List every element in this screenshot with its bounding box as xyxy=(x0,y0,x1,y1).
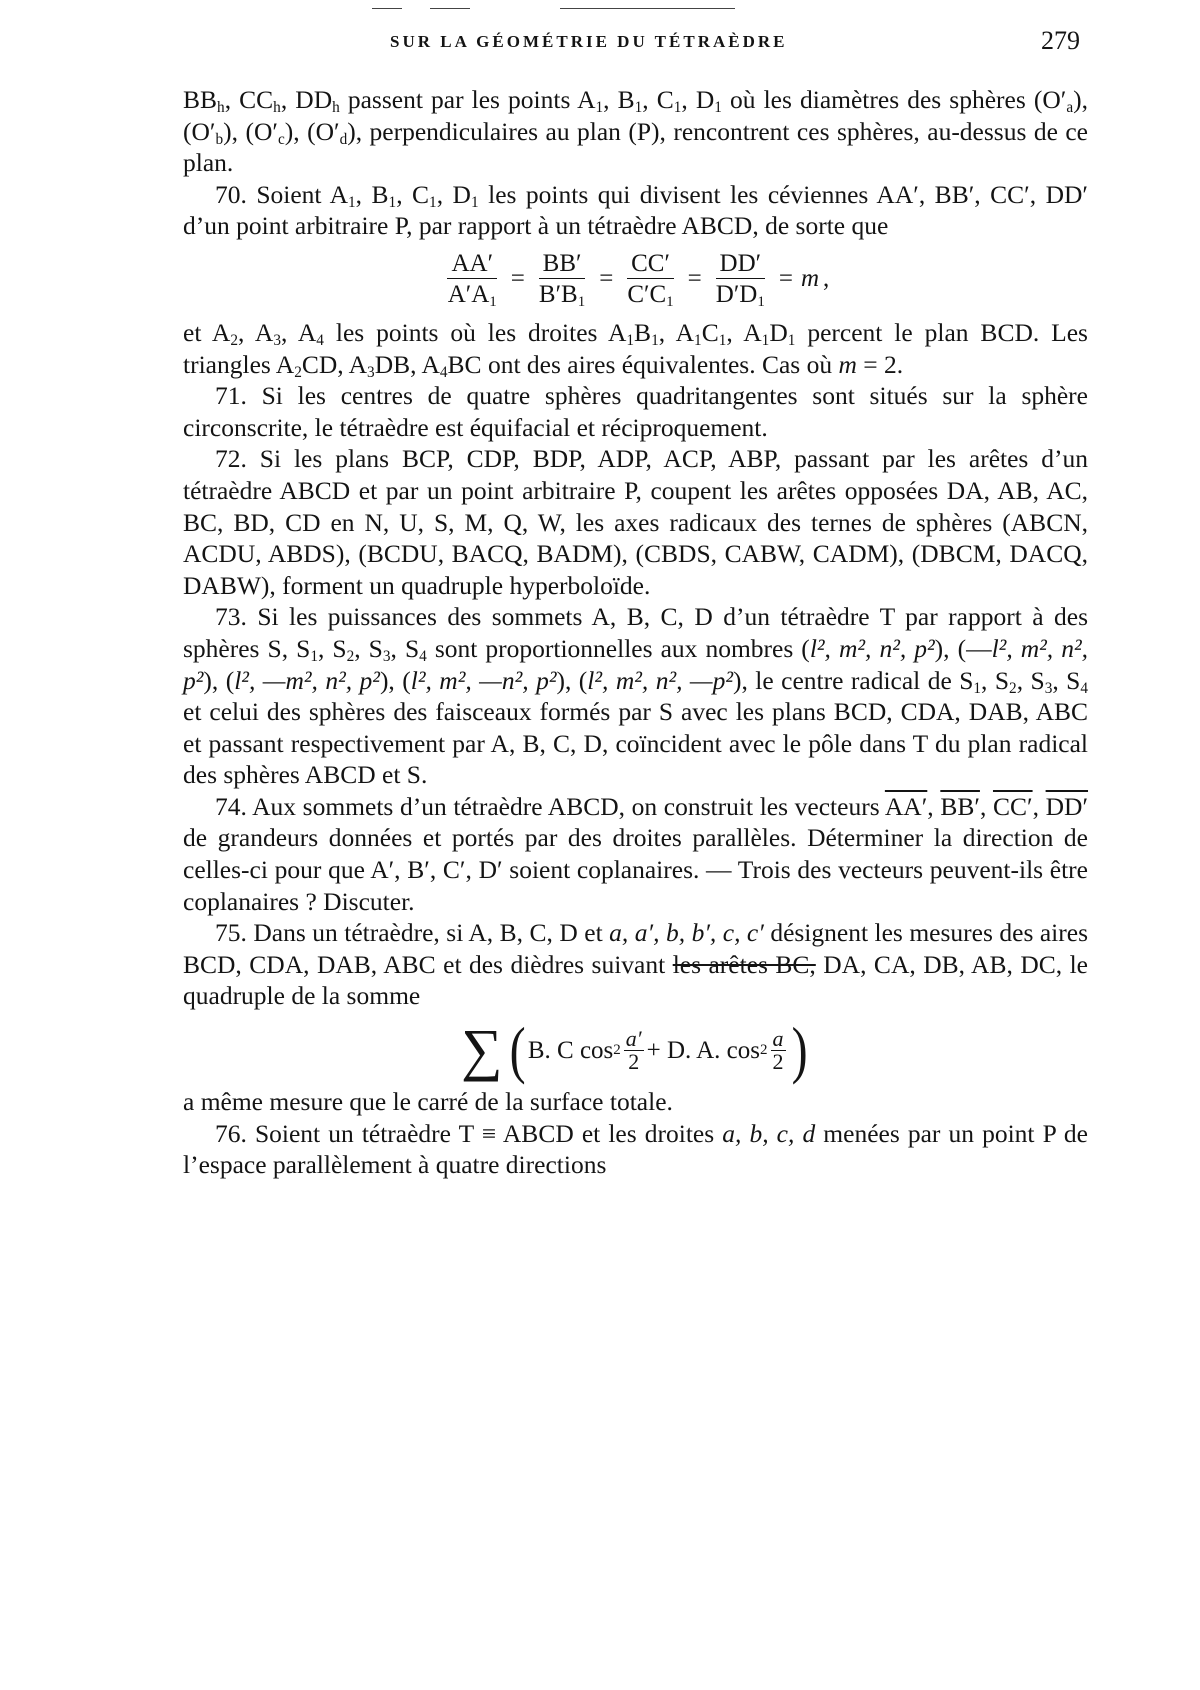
item-number: 71. xyxy=(215,381,247,411)
paragraph-74: 74. Aux sommets d’un tétraèdre ABCD, on construit les vecteurs AA′, BB′, CC′, DD′ de grandeurs données et portés par des droites parallèles. Déterminer la direction de celles-ci pour que A′, B′, C′, D′ soient coplanaires. — Trois des vecteurs peuvent-ils être coplanaires ? Discuter. xyxy=(183,791,1089,916)
running-head: SUR LA GÉOMÉTRIE DU TÉTRAÈDRE xyxy=(390,32,788,51)
page-body xyxy=(183,84,1088,1181)
paragraph-continued: $BB_h$, $CC_h$, $DD_h$ passent par les points $A_1$, $B_1$, $C_1$, $D_1$ où les diamètres des sphères $(O'_a)$, $(O'_b)$, $(O'_c)$, $(O'_d)$, perpendiculaires au plan (P), rencontrent ces sphères, au-dessus de ce plan. xyxy=(183,85,1089,178)
item-number: 74. xyxy=(215,791,247,821)
fraction: $\frac{a'}{2}$ xyxy=(625,1025,642,1074)
sum-formula: ∑ ( B. C cos 2 $\frac{a'}{2}$ + D. A. cos 2 $\frac{a}{2}$ ) xyxy=(461,1014,808,1086)
paragraph-70-continued: et $A_2$, $A_3$, $A_4$ les points où les droites $A_1B_1$, $A_1C_1$, $A_1D_1$ percent le plan BCD. Les triangles $A_2CD$, $A_3DB$, $A_4BC$ ont des aires équivalentes. Cas où m = 2. xyxy=(183,317,1088,381)
top-rule-left xyxy=(372,8,402,9)
fraction: $\frac{a}{2}$ xyxy=(772,1025,784,1074)
paragraph-72: 72. Si les plans BCP, CDP, BDP, ADP, ACP, ABP, passant par les arêtes d’un tétraèdre ABCD et par un point arbitraire P, coupent les arêtes opposées DA, AB, AC, BC, BD, CD en N, U, S, M, Q, W, les axes radicaux des ternes de sphères (ABCN, ACDU, ABDS), (BCDU, BACQ, BADM), (CBDS, CABW, CADM), (DBCM, DACQ, DABW), forment un quadruple hyperboloïde. xyxy=(183,444,1088,600)
fraction: $\frac{BB'}{B'B_1}$ xyxy=(538,249,586,310)
paragraph-75-continued: a même mesure que le carré de la surface totale. xyxy=(183,1087,673,1117)
page-header xyxy=(190,26,1090,66)
vector-bb: BB′ xyxy=(940,791,980,821)
fraction: $\frac{DD'}{D'D_1}$ xyxy=(715,249,765,310)
paragraph-75: 75. Dans un tétraèdre, si A, B, C, D et a, a′, b, b′, c, c′ désignent les mesures des aires BCD, CDA, DAB, ABC et des dièdres suivant les arêtes BC, DA, CA, DB, AB, DC, le quadruple de la somme xyxy=(183,918,1088,1011)
vector-aa: AA′ xyxy=(884,791,928,821)
ratio-equation: $\frac{AA'}{A'A_1}$ = $\frac{BB'}{B'B_1}$ = $\frac{CC'}{C'C_1}$ = $\frac{DD'}{D'D_1}$ = m , xyxy=(183,250,1088,307)
paragraph-70: 70. Soient $A_1$, $B_1$, $C_1$, $D_1$ les points qui divisent les céviennes AA′, BB′, CC′, DD′ d’un point arbitraire P, par rapport à un tétraèdre ABCD, de sorte que xyxy=(183,179,1088,241)
item-number: 72. xyxy=(215,444,247,474)
fraction: $\frac{CC'}{C'C_1}$ xyxy=(627,249,674,310)
item-number: 70. xyxy=(215,179,247,209)
item-number: 73. xyxy=(215,602,247,632)
paragraph-71: 71. Si les centres de quatre sphères quadritangentes sont situés sur la sphère circonscrite, le tétraèdre est équifacial et réciproquement. xyxy=(183,381,1088,442)
struck-text: les arêtes BC, xyxy=(672,949,816,979)
top-rule-right xyxy=(560,8,735,9)
fraction: $\frac{AA'}{A'A_1}$ xyxy=(447,249,497,310)
sigma-symbol: ∑ xyxy=(461,1017,503,1083)
vector-cc: CC′ xyxy=(992,791,1033,821)
item-number: 76. xyxy=(215,1118,247,1148)
page-number: 279 xyxy=(1041,26,1080,55)
paragraph-76: 76. Soient un tétraèdre T ≡ ABCD et les droites a, b, c, d menées par un point P de l’espace parallèlement à quatre directions xyxy=(183,1118,1088,1180)
paragraph-73: 73. Si les puissances des sommets A, B, C, D d’un tétraèdre T par rapport à des sphères S, $S_1$, $S_2$, $S_3$, $S_4$ sont proportionnelles aux nombres (l², m², n², p²), (—l², m², n², p²), (l², —m², n², p²), (l², m², —n², p²), (l², m², n², —p²), le centre radical de $S_1$, $S_2$, $S_3$, $S_4$ et celui des sphères des faisceaux formés par S avec les plans BCD, CDA, DAB, ABC et passant respectivement par A, B, C, D, coïncident avec le pôle dans T du plan radical des sphères ABCD et S. xyxy=(183,602,1089,790)
item-number: 75. xyxy=(215,918,247,948)
vector-dd: DD′ xyxy=(1045,791,1089,821)
top-rule-mid xyxy=(430,8,470,9)
